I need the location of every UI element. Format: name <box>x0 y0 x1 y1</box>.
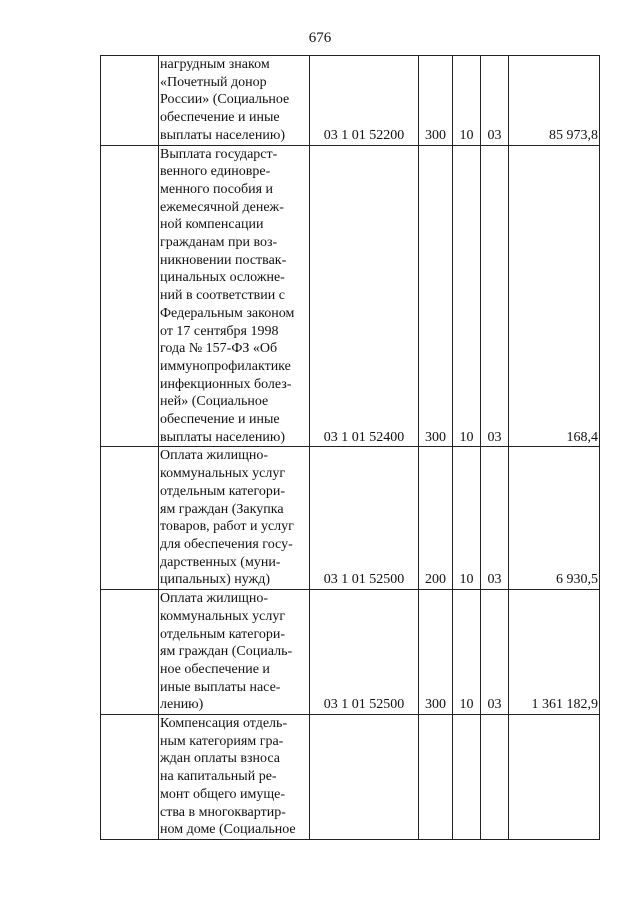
item-name-line: иммунопрофилактике <box>160 358 291 374</box>
item-name-line: ное обеспечение и <box>160 661 270 677</box>
item-name-line: лению) <box>160 697 204 713</box>
item-name-line: ям граждан (Социаль- <box>160 644 293 660</box>
item-name-cell <box>159 447 310 590</box>
item-name-line: ний в соответствии с <box>160 288 285 304</box>
item-name-line: от 17 сентября 1998 <box>160 323 279 339</box>
item-name-cell <box>159 590 310 715</box>
expense-type-cell: 300 <box>419 590 453 715</box>
expense-type-cell <box>419 715 453 840</box>
amount-cell <box>509 715 600 840</box>
section-code-cell: 10 <box>453 56 481 146</box>
item-name-line: для обеспечения госу- <box>160 536 293 552</box>
section-code-cell <box>453 715 481 840</box>
item-name-line: ней» (Социальное <box>160 394 269 410</box>
item-name-line: ства в многоквартир- <box>160 804 286 820</box>
blank-cell <box>101 447 159 590</box>
blank-cell <box>101 56 159 146</box>
item-name-line: года № 157-ФЗ «Об <box>160 341 278 357</box>
item-name-line: дарственных (муни- <box>160 554 281 570</box>
blank-cell <box>101 590 159 715</box>
item-name-line: менного пособия и <box>160 181 274 197</box>
subsection-code-cell: 03 <box>481 590 509 715</box>
item-name-line: ципальных) нужд) <box>160 572 271 588</box>
item-name-line: инфекционных болез- <box>160 376 292 392</box>
section-code-cell: 10 <box>453 590 481 715</box>
target-article-code-cell: 03 1 01 52400 <box>310 145 419 447</box>
table-body <box>101 56 600 840</box>
expense-type-cell: 200 <box>419 447 453 590</box>
item-name-line: венного единовре- <box>160 164 271 180</box>
blank-cell <box>101 715 159 840</box>
item-name-line: ям граждан (Закупка <box>160 501 284 517</box>
table-row <box>101 447 600 590</box>
amount-cell: 6 930,5 <box>509 447 600 590</box>
target-article-code-cell <box>310 715 419 840</box>
item-name-cell <box>159 56 310 146</box>
section-code-cell: 10 <box>453 447 481 590</box>
expense-type-cell: 300 <box>419 56 453 146</box>
item-name-line: монт общего имуще- <box>160 786 285 802</box>
item-name-line: Оплата жилищно- <box>160 591 269 607</box>
item-name-line: ным категориям гра- <box>160 733 284 749</box>
item-name-line: никновении поствак- <box>160 252 287 268</box>
item-name-line: ждан оплаты взноса <box>160 751 280 767</box>
item-name-line: обеспечение и иные <box>160 110 280 126</box>
section-code-cell: 10 <box>453 145 481 447</box>
target-article-code-cell: 03 1 01 52200 <box>310 56 419 146</box>
item-name-line: выплаты населению) <box>160 429 285 445</box>
item-name-line: нагрудным знаком <box>160 57 270 72</box>
item-name-line: Оплата жилищно- <box>160 448 269 464</box>
item-name-line: ном доме (Социальное <box>160 822 296 838</box>
table-row <box>101 145 600 447</box>
item-name-line: гражданам при воз- <box>160 235 278 251</box>
item-name-line: на капитальный ре- <box>160 769 277 785</box>
item-name-line: России» (Социальное <box>160 92 290 108</box>
amount-cell: 1 361 182,9 <box>509 590 600 715</box>
table-row <box>101 590 600 715</box>
subsection-code-cell <box>481 715 509 840</box>
item-name-cell <box>159 715 310 840</box>
table-row <box>101 715 600 840</box>
item-name-cell <box>159 145 310 447</box>
item-name-line: товаров, работ и услуг <box>160 519 294 535</box>
table-row <box>101 56 600 146</box>
subsection-code-cell: 03 <box>481 447 509 590</box>
item-name-line: Компенсация отдель- <box>160 716 288 732</box>
subsection-code-cell: 03 <box>481 145 509 447</box>
amount-cell: 168,4 <box>509 145 600 447</box>
budget-table <box>100 55 600 840</box>
item-name-line: обеспечение и иные <box>160 412 280 428</box>
item-name-line: ной компенсации <box>160 217 264 233</box>
item-name-line: Выплата государст- <box>160 146 278 162</box>
item-name-line: ежемесячной денеж- <box>160 199 284 215</box>
item-name-line: коммунальных услуг <box>160 608 286 624</box>
subsection-code-cell: 03 <box>481 56 509 146</box>
target-article-code-cell: 03 1 01 52500 <box>310 447 419 590</box>
item-name-line: иные выплаты насе- <box>160 679 281 695</box>
item-name-line: отдельным категори- <box>160 483 286 499</box>
item-name-line: коммунальных услуг <box>160 466 286 482</box>
item-name-line: Федеральным законом <box>160 305 295 321</box>
expense-type-cell: 300 <box>419 145 453 447</box>
amount-cell: 85 973,8 <box>509 56 600 146</box>
page-number: 676 <box>308 30 332 46</box>
target-article-code-cell: 03 1 01 52500 <box>310 590 419 715</box>
item-name-line: «Почетный донор <box>160 74 267 90</box>
item-name-line: выплаты населению) <box>160 127 285 143</box>
blank-cell <box>101 145 159 447</box>
item-name-line: отдельным категори- <box>160 626 286 642</box>
item-name-line: цинальных осложне- <box>160 270 285 286</box>
